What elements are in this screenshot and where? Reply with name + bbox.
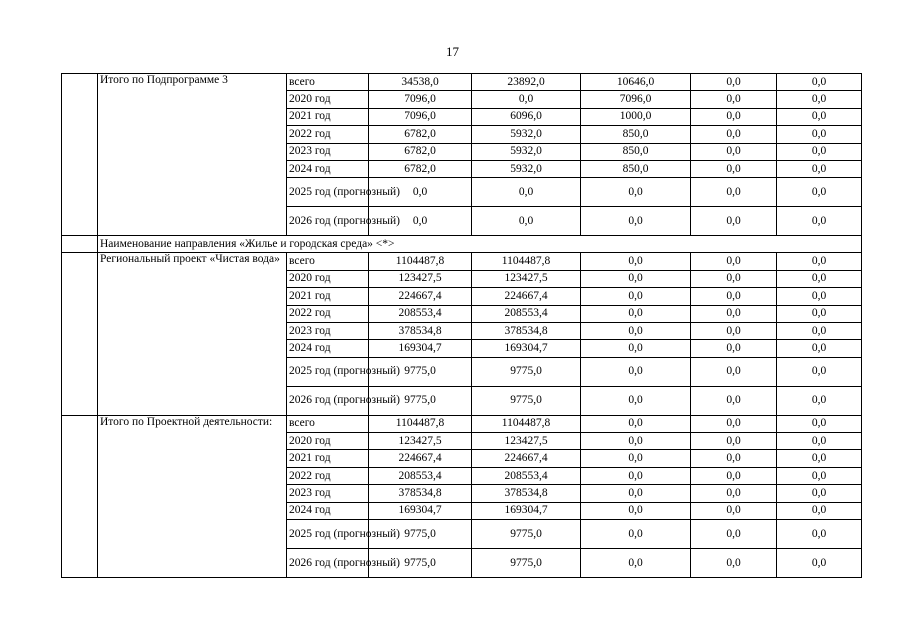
value-cell: 0,0 <box>369 178 472 207</box>
value-cell: 6096,0 <box>472 108 581 125</box>
value-cell: 0,0 <box>691 485 777 502</box>
year-label: 2020 год <box>287 270 369 287</box>
value-cell: 0,0 <box>581 305 691 322</box>
value-cell: 0,0 <box>581 502 691 519</box>
value-cell: 9775,0 <box>369 386 472 415</box>
table-row <box>62 415 862 432</box>
value-cell: 0,0 <box>472 178 581 207</box>
value-cell: 0,0 <box>691 415 777 432</box>
value-cell: 123427,5 <box>472 270 581 287</box>
year-label: 2024 год <box>287 502 369 519</box>
value-cell: 9775,0 <box>472 520 581 549</box>
value-cell: 0,0 <box>581 485 691 502</box>
value-cell: 0,0 <box>691 305 777 322</box>
value-cell: 0,0 <box>581 322 691 339</box>
row-number-cell <box>62 415 98 577</box>
value-cell: 378534,8 <box>369 322 472 339</box>
value-cell: 5932,0 <box>472 160 581 177</box>
value-cell: 0,0 <box>691 74 777 91</box>
year-label: 2025 год (прогнозный) <box>287 357 369 386</box>
value-cell: 1104487,8 <box>369 415 472 432</box>
value-cell: 9775,0 <box>472 386 581 415</box>
value-cell: 0,0 <box>777 91 862 108</box>
value-cell: 0,0 <box>691 288 777 305</box>
value-cell: 0,0 <box>777 340 862 357</box>
year-label: 2022 год <box>287 126 369 143</box>
value-cell: 850,0 <box>581 160 691 177</box>
year-label: 2024 год <box>287 340 369 357</box>
value-cell: 0,0 <box>777 270 862 287</box>
value-cell: 9775,0 <box>472 357 581 386</box>
value-cell: 0,0 <box>777 322 862 339</box>
value-cell: 224667,4 <box>472 288 581 305</box>
value-cell: 0,0 <box>691 549 777 578</box>
value-cell: 0,0 <box>691 207 777 236</box>
value-cell: 0,0 <box>581 467 691 484</box>
value-cell: 0,0 <box>691 143 777 160</box>
block-name: Итого по Подпрограмме 3 <box>98 74 287 236</box>
section-title: Наименование направления «Жилье и городская среда» <*> <box>98 236 862 253</box>
year-label: всего <box>287 253 369 270</box>
value-cell: 169304,7 <box>369 340 472 357</box>
value-cell: 7096,0 <box>369 108 472 125</box>
year-label: всего <box>287 74 369 91</box>
value-cell: 0,0 <box>691 322 777 339</box>
value-cell: 0,0 <box>777 143 862 160</box>
year-label: 2026 год (прогнозный) <box>287 207 369 236</box>
value-cell: 169304,7 <box>472 340 581 357</box>
value-cell: 208553,4 <box>472 305 581 322</box>
value-cell: 0,0 <box>581 253 691 270</box>
value-cell: 1104487,8 <box>472 253 581 270</box>
value-cell: 0,0 <box>777 357 862 386</box>
value-cell: 9775,0 <box>369 357 472 386</box>
value-cell: 378534,8 <box>472 322 581 339</box>
year-label: 2020 год <box>287 91 369 108</box>
value-cell: 0,0 <box>777 386 862 415</box>
value-cell: 208553,4 <box>472 467 581 484</box>
year-label: всего <box>287 415 369 432</box>
value-cell: 0,0 <box>472 207 581 236</box>
value-cell: 6782,0 <box>369 126 472 143</box>
block-name: Итого по Проектной деятельности: <box>98 415 287 577</box>
value-cell: 0,0 <box>777 450 862 467</box>
value-cell: 0,0 <box>581 288 691 305</box>
value-cell: 0,0 <box>777 433 862 450</box>
budget-table-body <box>62 74 862 578</box>
row-number-cell <box>62 253 98 415</box>
value-cell: 0,0 <box>691 340 777 357</box>
value-cell: 0,0 <box>777 108 862 125</box>
value-cell: 378534,8 <box>472 485 581 502</box>
value-cell: 850,0 <box>581 143 691 160</box>
value-cell: 34538,0 <box>369 74 472 91</box>
budget-table <box>61 73 862 578</box>
year-label: 2024 год <box>287 160 369 177</box>
year-label: 2021 год <box>287 108 369 125</box>
year-label: 2022 год <box>287 467 369 484</box>
value-cell: 0,0 <box>691 433 777 450</box>
page-number: 17 <box>446 44 459 59</box>
value-cell: 208553,4 <box>369 467 472 484</box>
year-label: 2026 год (прогнозный) <box>287 549 369 578</box>
value-cell: 0,0 <box>581 415 691 432</box>
value-cell: 0,0 <box>581 433 691 450</box>
value-cell: 169304,7 <box>472 502 581 519</box>
row-number-cell <box>62 236 98 253</box>
value-cell: 0,0 <box>777 74 862 91</box>
value-cell: 850,0 <box>581 126 691 143</box>
value-cell: 0,0 <box>691 126 777 143</box>
value-cell: 123427,5 <box>369 270 472 287</box>
value-cell: 224667,4 <box>472 450 581 467</box>
value-cell: 0,0 <box>691 357 777 386</box>
year-label: 2020 год <box>287 433 369 450</box>
value-cell: 6782,0 <box>369 143 472 160</box>
value-cell: 0,0 <box>581 207 691 236</box>
value-cell: 0,0 <box>777 520 862 549</box>
value-cell: 0,0 <box>777 178 862 207</box>
value-cell: 0,0 <box>777 253 862 270</box>
value-cell: 0,0 <box>691 450 777 467</box>
value-cell: 1104487,8 <box>369 253 472 270</box>
value-cell: 7096,0 <box>369 91 472 108</box>
value-cell: 9775,0 <box>369 520 472 549</box>
year-label: 2023 год <box>287 143 369 160</box>
value-cell: 0,0 <box>581 386 691 415</box>
value-cell: 1104487,8 <box>472 415 581 432</box>
year-label: 2025 год (прогнозный) <box>287 178 369 207</box>
value-cell: 0,0 <box>777 485 862 502</box>
year-label: 2021 год <box>287 288 369 305</box>
value-cell: 0,0 <box>581 549 691 578</box>
section-row <box>62 236 862 253</box>
value-cell: 123427,5 <box>369 433 472 450</box>
value-cell: 0,0 <box>691 467 777 484</box>
table-row <box>62 74 862 91</box>
value-cell: 0,0 <box>581 520 691 549</box>
value-cell: 0,0 <box>691 502 777 519</box>
value-cell: 10646,0 <box>581 74 691 91</box>
year-label: 2025 год (прогнозный) <box>287 520 369 549</box>
year-label: 2023 год <box>287 322 369 339</box>
value-cell: 0,0 <box>691 520 777 549</box>
value-cell: 169304,7 <box>369 502 472 519</box>
value-cell: 6782,0 <box>369 160 472 177</box>
value-cell: 0,0 <box>691 270 777 287</box>
block-name: Региональный проект «Чистая вода» <box>98 253 287 415</box>
value-cell: 0,0 <box>777 160 862 177</box>
value-cell: 0,0 <box>691 178 777 207</box>
row-number-cell <box>62 74 98 236</box>
value-cell: 0,0 <box>581 450 691 467</box>
value-cell: 0,0 <box>581 340 691 357</box>
value-cell: 0,0 <box>472 91 581 108</box>
value-cell: 5932,0 <box>472 126 581 143</box>
table-row <box>62 253 862 270</box>
value-cell: 0,0 <box>777 207 862 236</box>
year-label: 2021 год <box>287 450 369 467</box>
value-cell: 0,0 <box>691 108 777 125</box>
year-label: 2026 год (прогнозный) <box>287 386 369 415</box>
year-label: 2023 год <box>287 485 369 502</box>
value-cell: 0,0 <box>777 467 862 484</box>
value-cell: 378534,8 <box>369 485 472 502</box>
value-cell: 224667,4 <box>369 450 472 467</box>
value-cell: 123427,5 <box>472 433 581 450</box>
value-cell: 0,0 <box>777 415 862 432</box>
value-cell: 0,0 <box>777 126 862 143</box>
value-cell: 1000,0 <box>581 108 691 125</box>
value-cell: 0,0 <box>691 386 777 415</box>
value-cell: 0,0 <box>581 178 691 207</box>
year-label: 2022 год <box>287 305 369 322</box>
value-cell: 23892,0 <box>472 74 581 91</box>
value-cell: 7096,0 <box>581 91 691 108</box>
value-cell: 224667,4 <box>369 288 472 305</box>
value-cell: 0,0 <box>691 91 777 108</box>
value-cell: 0,0 <box>691 253 777 270</box>
value-cell: 0,0 <box>777 305 862 322</box>
value-cell: 9775,0 <box>369 549 472 578</box>
value-cell: 0,0 <box>369 207 472 236</box>
value-cell: 0,0 <box>777 502 862 519</box>
value-cell: 0,0 <box>581 357 691 386</box>
value-cell: 0,0 <box>691 160 777 177</box>
value-cell: 5932,0 <box>472 143 581 160</box>
value-cell: 0,0 <box>777 288 862 305</box>
value-cell: 0,0 <box>777 549 862 578</box>
value-cell: 0,0 <box>581 270 691 287</box>
value-cell: 9775,0 <box>472 549 581 578</box>
value-cell: 208553,4 <box>369 305 472 322</box>
